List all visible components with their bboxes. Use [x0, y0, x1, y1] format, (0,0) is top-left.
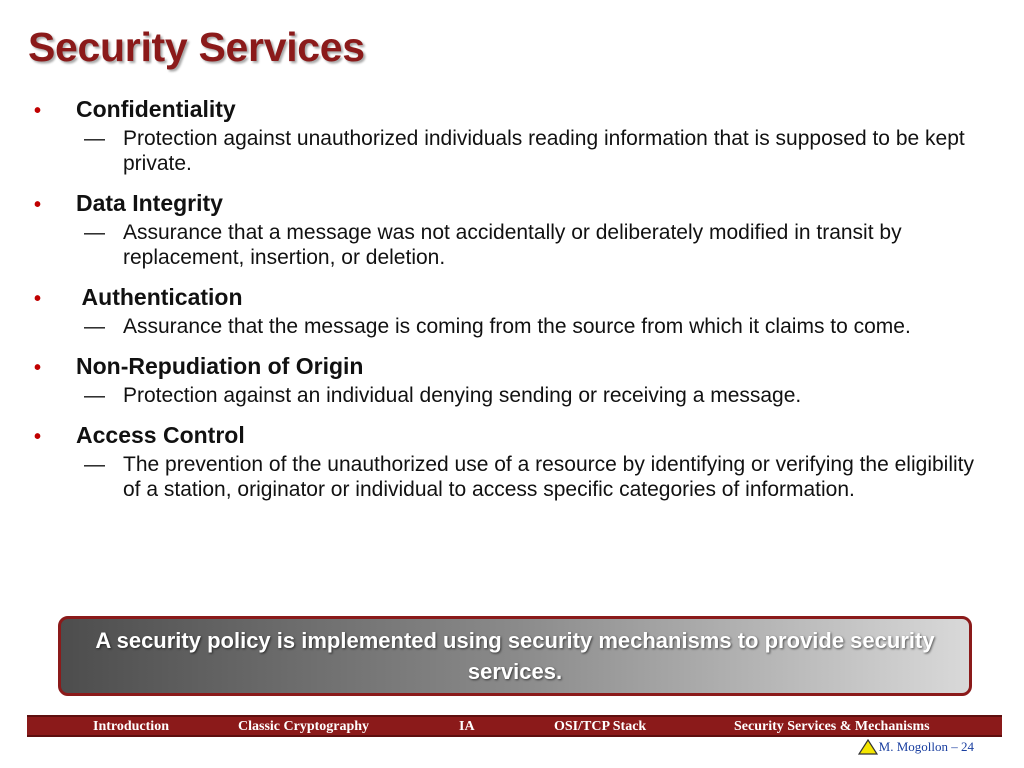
service-heading: Non-Repudiation of Origin — [76, 353, 364, 379]
bullet-icon: • — [34, 357, 42, 379]
bullet-icon: • — [34, 426, 42, 448]
nav-link-ia[interactable]: IA — [459, 719, 475, 734]
dash-icon: — — [84, 221, 105, 244]
list-item — [30, 282, 990, 339]
dash-icon: — — [84, 384, 105, 407]
list-item — [30, 351, 990, 408]
footer-credit — [858, 739, 974, 755]
nav-link-introduction[interactable]: Introduction — [93, 719, 169, 734]
service-description: Protection against unauthorized individuals reading information that is supposed to be kept private. — [123, 127, 965, 175]
service-heading: Authentication — [76, 284, 243, 310]
service-description: Assurance that the message is coming from the source from which it claims to come. — [123, 315, 911, 338]
list-item — [30, 188, 990, 270]
service-heading: Confidentiality — [76, 96, 236, 122]
list-item — [30, 94, 990, 176]
list-item — [30, 420, 990, 502]
credit-text: M. Mogollon – 24 — [878, 739, 974, 754]
service-description: The prevention of the unauthorized use of a resource by identifying or verifying the eligibility of a station, originator or individual to access specific categories of information. — [123, 453, 974, 501]
nav-link-osi-tcp-stack[interactable]: OSI/TCP Stack — [554, 719, 647, 734]
dash-icon: — — [84, 315, 105, 338]
nav-link-security-services[interactable]: Security Services & Mechanisms — [734, 719, 930, 734]
service-heading: Data Integrity — [76, 190, 223, 216]
service-heading: Access Control — [76, 422, 245, 448]
service-description: Assurance that a message was not accidentally or deliberately modified in transit by replacement, insertion, or deletion. — [123, 221, 902, 269]
warning-triangle-icon[interactable] — [858, 739, 878, 755]
bullet-icon: • — [34, 194, 42, 216]
footer-nav-bar — [27, 715, 1002, 737]
slide-title: Security Services — [28, 24, 365, 70]
callout-text: A security policy is implemented using security mechanisms to provide security services. — [95, 628, 935, 684]
nav-link-classic-cryptography[interactable]: Classic Cryptography — [238, 719, 370, 734]
bullet-icon: • — [34, 288, 42, 310]
dash-icon: — — [84, 127, 105, 150]
policy-callout — [58, 616, 972, 696]
bullet-icon: • — [34, 100, 42, 122]
services-list — [30, 94, 990, 514]
dash-icon: — — [84, 453, 105, 476]
service-description: Protection against an individual denying sending or receiving a message. — [123, 384, 802, 407]
